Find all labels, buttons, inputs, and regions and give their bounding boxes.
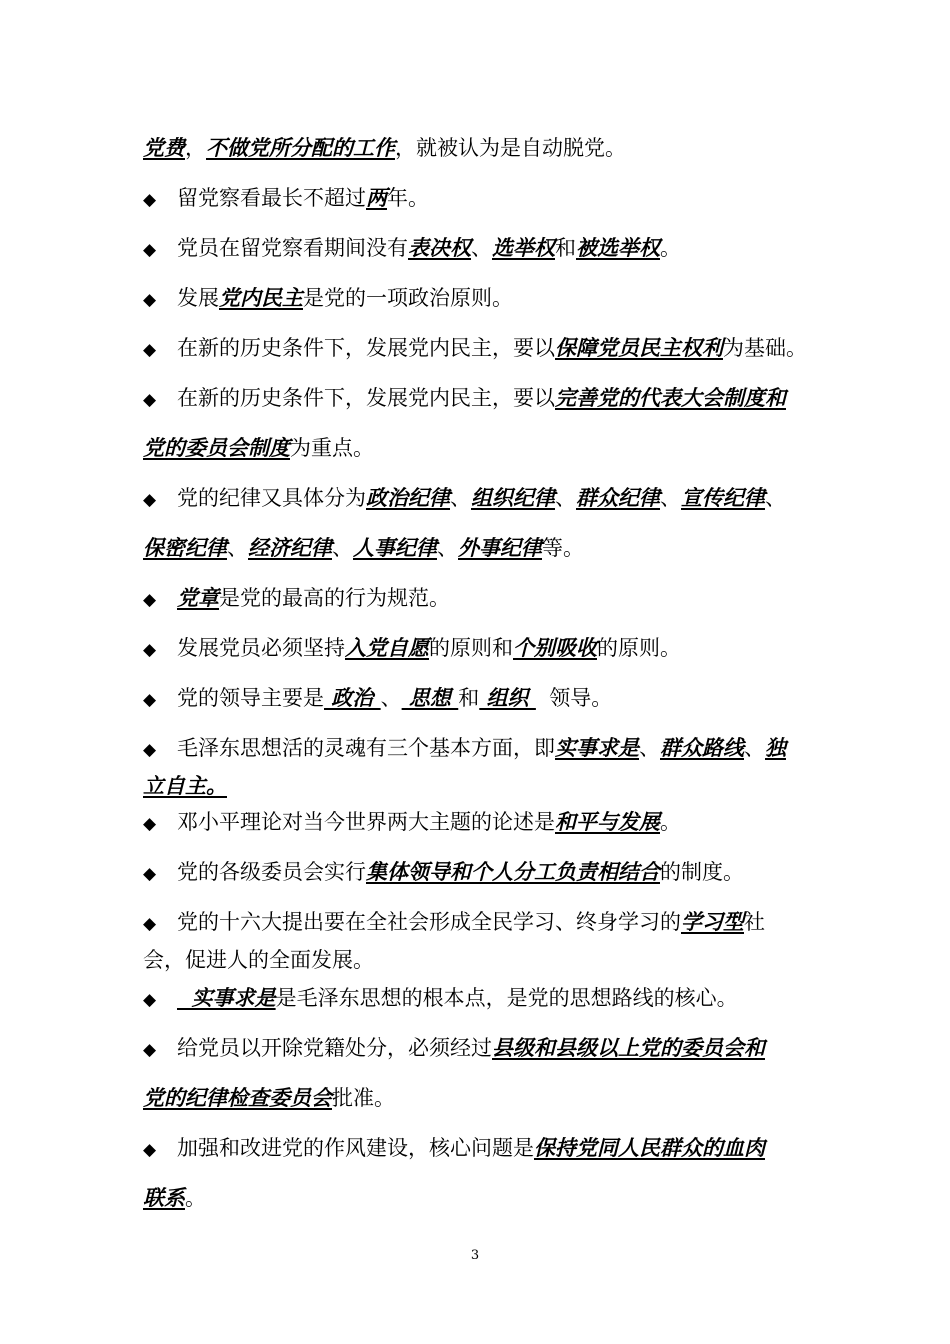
text-segment: 和 (555, 236, 576, 260)
text-segment: 、 (744, 736, 765, 760)
text-line (143, 946, 823, 974)
text-segment: 在新的历史条件下，发展党内民主，要以 (177, 336, 555, 360)
diamond-bullet-icon: ◆ (143, 190, 157, 210)
text-segment: 是党的一项政治原则。 (303, 286, 513, 310)
underlined-answer: 个别吸收 (513, 635, 597, 660)
underlined-answer: 不做党所分配的工作 (206, 135, 395, 160)
underlined-answer: 人事纪律 (353, 535, 437, 560)
text-segment: 的原则和 (429, 636, 513, 660)
text-line (143, 808, 823, 838)
underlined-answer: 完善党的代表大会制度和 (555, 385, 786, 410)
text-segment: 、 (332, 536, 353, 560)
text-segment: 毛泽东思想活的灵魂有三个基本方面，即 (177, 736, 555, 760)
underlined-answer: 独 (765, 735, 786, 760)
text-segment: 、 (380, 686, 402, 710)
text-segment: 发展 (177, 286, 219, 310)
underlined-answer: 政治纪律 (366, 485, 450, 510)
page-number: 3 (470, 1248, 480, 1263)
text-segment: 为重点。 (290, 436, 374, 460)
text-segment: 在新的历史条件下，发展党内民主，要以 (177, 386, 555, 410)
diamond-bullet-icon: ◆ (143, 640, 157, 660)
diamond-bullet-icon: ◆ (143, 290, 157, 310)
text-segment: 。 (660, 810, 681, 834)
text-line (143, 184, 823, 214)
text-segment: 会，促进人的全面发展。 (143, 948, 374, 972)
text-segment: 是毛泽东思想的根本点，是党的思想路线的核心。 (275, 986, 738, 1010)
underlined-answer: 经济纪律 (248, 535, 332, 560)
underlined-answer: 群众纪律 (576, 485, 660, 510)
text-segment: 、 (450, 486, 471, 510)
text-segment: 、 (660, 486, 681, 510)
underlined-answer: 被选举权 (576, 235, 660, 260)
underlined-answer: 联系 (143, 1185, 185, 1210)
underlined-answer: 集体领导和个人分工负责相结合 (366, 859, 660, 884)
text-segment: 、 (639, 736, 660, 760)
underlined-answer: 实事求是 (555, 735, 639, 760)
underlined-answer: 党的纪律检查委员会 (143, 1085, 332, 1110)
text-segment: 、 (471, 236, 492, 260)
text-segment: 党员在留党察看期间没有 (177, 236, 408, 260)
diamond-bullet-icon: ◆ (143, 1040, 157, 1060)
text-segment: 党的纪律又具体分为 (177, 486, 366, 510)
underlined-answer: 群众路线 (660, 735, 744, 760)
text-line (143, 1084, 823, 1112)
underlined-answer: 政治 (324, 685, 381, 710)
underlined-answer: 入党自愿 (345, 635, 429, 660)
underlined-answer: 县级和县级以上党的委员会和 (492, 1035, 765, 1060)
text-line (143, 584, 823, 614)
underlined-answer: 实事求是 (177, 985, 276, 1010)
text-line (143, 734, 823, 764)
text-segment: 、 (765, 486, 786, 510)
underlined-answer: 党的委员会制度 (143, 435, 290, 460)
underlined-answer: 学习型 (681, 909, 744, 934)
text-line (143, 484, 823, 514)
underlined-answer: 组织纪律 (471, 485, 555, 510)
underlined-answer: 表决权 (408, 235, 471, 260)
underlined-answer: 保持党同人民群众的血肉 (534, 1135, 765, 1160)
text-line (143, 1184, 823, 1212)
text-segment: 党的各级委员会实行 (177, 860, 366, 884)
text-segment: 党的领导主要是 (177, 686, 324, 710)
text-line (143, 284, 823, 314)
text-segment: 党的十六大提出要在全社会形成全民学习、终身学习的 (177, 910, 681, 934)
underlined-answer: 保障党员民主权利 (555, 335, 723, 360)
underlined-answer: 党章 (177, 585, 219, 610)
underlined-answer: 两 (366, 185, 387, 210)
text-segment: 加强和改进党的作风建设，核心问题是 (177, 1136, 534, 1160)
text-segment: 领导。 (535, 686, 613, 710)
text-segment: 发展党员必须坚持 (177, 636, 345, 660)
diamond-bullet-icon: ◆ (143, 490, 157, 510)
diamond-bullet-icon: ◆ (143, 864, 157, 884)
diamond-bullet-icon: ◆ (143, 340, 157, 360)
text-line (143, 908, 823, 938)
text-segment: 批准。 (332, 1086, 395, 1110)
text-line (143, 534, 823, 562)
underlined-answer: 党内民主 (219, 285, 303, 310)
diamond-bullet-icon: ◆ (143, 240, 157, 260)
text-segment: 年。 (387, 186, 429, 210)
underlined-answer: 和平与发展 (555, 809, 660, 834)
underlined-answer: 外事纪律 (458, 535, 542, 560)
text-line (143, 334, 823, 364)
text-segment: 给党员以开除党籍处分，必须经过 (177, 1036, 492, 1060)
text-segment: 是党的最高的行为规范。 (219, 586, 450, 610)
text-segment: 为基础。 (723, 336, 807, 360)
text-line (143, 234, 823, 264)
diamond-bullet-icon: ◆ (143, 1140, 157, 1160)
text-segment: 和 (458, 686, 480, 710)
text-line (143, 434, 823, 462)
text-segment: ， (185, 136, 206, 160)
text-segment: 等。 (542, 536, 584, 560)
underlined-answer: 保密纪律 (143, 535, 227, 560)
text-segment: 的原则。 (597, 636, 681, 660)
text-segment: 的制度。 (660, 860, 744, 884)
diamond-bullet-icon: ◆ (143, 740, 157, 760)
underlined-answer: 组织 (479, 685, 536, 710)
text-segment: 。 (660, 236, 681, 260)
diamond-bullet-icon: ◆ (143, 590, 157, 610)
text-segment: ，就被认为是自动脱党。 (395, 136, 626, 160)
diamond-bullet-icon: ◆ (143, 990, 157, 1010)
underlined-answer: 选举权 (492, 235, 555, 260)
text-line (143, 134, 823, 162)
diamond-bullet-icon: ◆ (143, 390, 157, 410)
text-line (143, 1134, 823, 1164)
text-line (143, 634, 823, 664)
text-line (143, 772, 823, 800)
diamond-bullet-icon: ◆ (143, 914, 157, 934)
text-line (143, 1034, 823, 1064)
text-segment: 、 (555, 486, 576, 510)
text-segment: 邓小平理论对当今世界两大主题的论述是 (177, 810, 555, 834)
text-line (143, 984, 823, 1014)
underlined-answer: 党费 (143, 135, 185, 160)
diamond-bullet-icon: ◆ (143, 690, 157, 710)
text-line (143, 858, 823, 888)
text-segment: 社 (744, 910, 765, 934)
underlined-answer: 立自主。 (143, 773, 227, 798)
text-segment: 。 (185, 1186, 206, 1210)
text-line (143, 384, 823, 414)
text-line (143, 684, 823, 714)
text-segment: 留党察看最长不超过 (177, 186, 366, 210)
diamond-bullet-icon: ◆ (143, 814, 157, 834)
underlined-answer: 宣传纪律 (681, 485, 765, 510)
text-segment: 、 (227, 536, 248, 560)
underlined-answer: 思想 (401, 685, 459, 710)
text-segment: 、 (437, 536, 458, 560)
